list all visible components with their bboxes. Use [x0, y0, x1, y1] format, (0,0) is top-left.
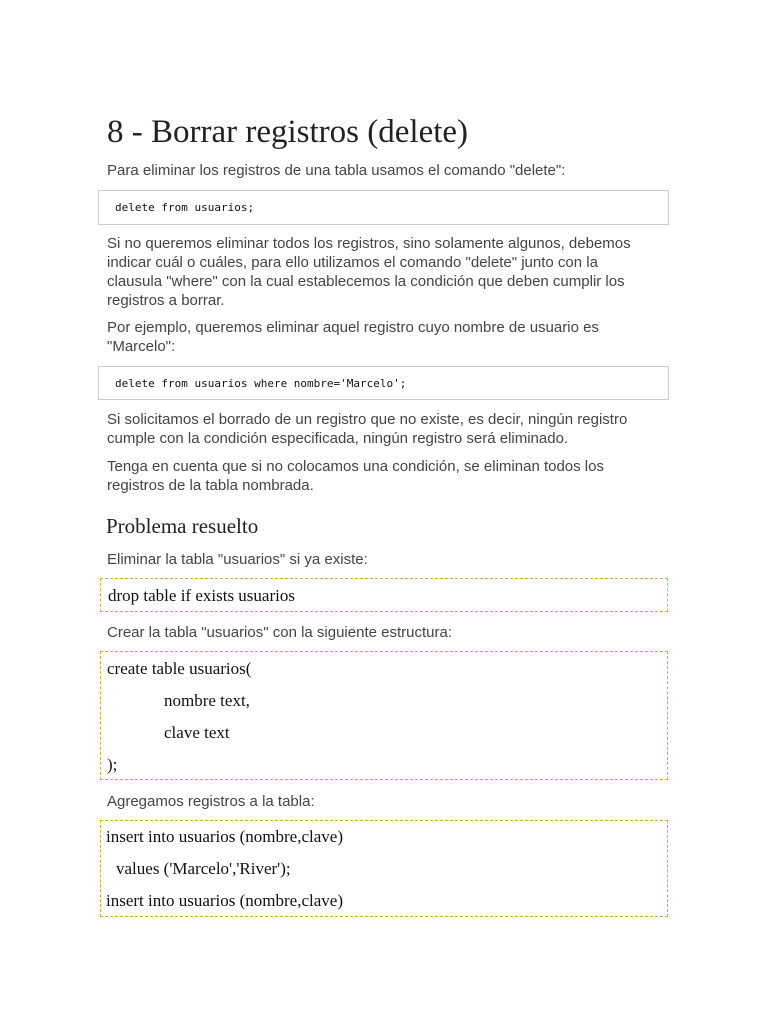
- text-line: registros de la tabla nombrada.: [107, 477, 314, 494]
- sql-line: create table usuarios(: [107, 659, 252, 678]
- step-insert-text: Agregamos registros a la tabla:: [107, 793, 315, 810]
- sql-line: clave text: [164, 723, 230, 742]
- text-line: Si solicitamos el borrado de un registro que no existe, es decir, ningún registro: [107, 411, 628, 428]
- text-line: registros a borrar.: [107, 292, 225, 309]
- text-line: Si no queremos eliminar todos los registros, sino solamente algunos, debemos: [107, 235, 631, 252]
- sql-block-drop: [100, 578, 668, 612]
- sql-line: values ('Marcelo','River');: [116, 859, 291, 878]
- step-drop-text: Eliminar la tabla "usuarios" si ya existe:: [107, 551, 368, 568]
- text-line: indicar cuál o cuáles, para ello utilizamos el comando "delete" junto con la: [107, 254, 598, 271]
- text-line: clausula "where" con la cual establecemos la condición que deben cumplir los: [107, 273, 625, 290]
- text-line: cumple con la condición especificada, ningún registro será eliminado.: [107, 430, 569, 447]
- step-create-text: Crear la tabla "usuarios" con la siguiente estructura:: [107, 624, 452, 641]
- sql-block-insert: [100, 820, 668, 917]
- sql-line: );: [107, 755, 118, 774]
- sql-line: drop table if exists usuarios: [108, 586, 295, 605]
- sql-line: insert into usuarios (nombre,clave): [106, 827, 343, 846]
- sql-block-create: [100, 651, 668, 780]
- example-paragraph: [107, 318, 667, 356]
- text-line: Por ejemplo, queremos eliminar aquel registro cuyo nombre de usuario es: [107, 319, 599, 336]
- text-line: "Marcelo":: [107, 338, 176, 355]
- page-title: 8 - Borrar registros (delete): [107, 114, 469, 150]
- nonexistent-record-paragraph: [107, 410, 667, 448]
- section-heading: Problema resuelto: [106, 514, 259, 538]
- sql-line: nombre text,: [164, 691, 250, 710]
- code-block-delete-where: delete from usuarios where nombre='Marcelo';: [98, 366, 669, 400]
- text-line: Tenga en cuenta que si no colocamos una condición, se eliminan todos los: [107, 458, 604, 475]
- no-condition-paragraph: [107, 457, 667, 495]
- code-block-delete-all: delete from usuarios;: [98, 190, 669, 225]
- intro-paragraph: Para eliminar los registros de una tabla usamos el comando "delete":: [107, 162, 566, 179]
- where-explanation-paragraph: [107, 234, 667, 310]
- sql-line: insert into usuarios (nombre,clave): [106, 891, 343, 910]
